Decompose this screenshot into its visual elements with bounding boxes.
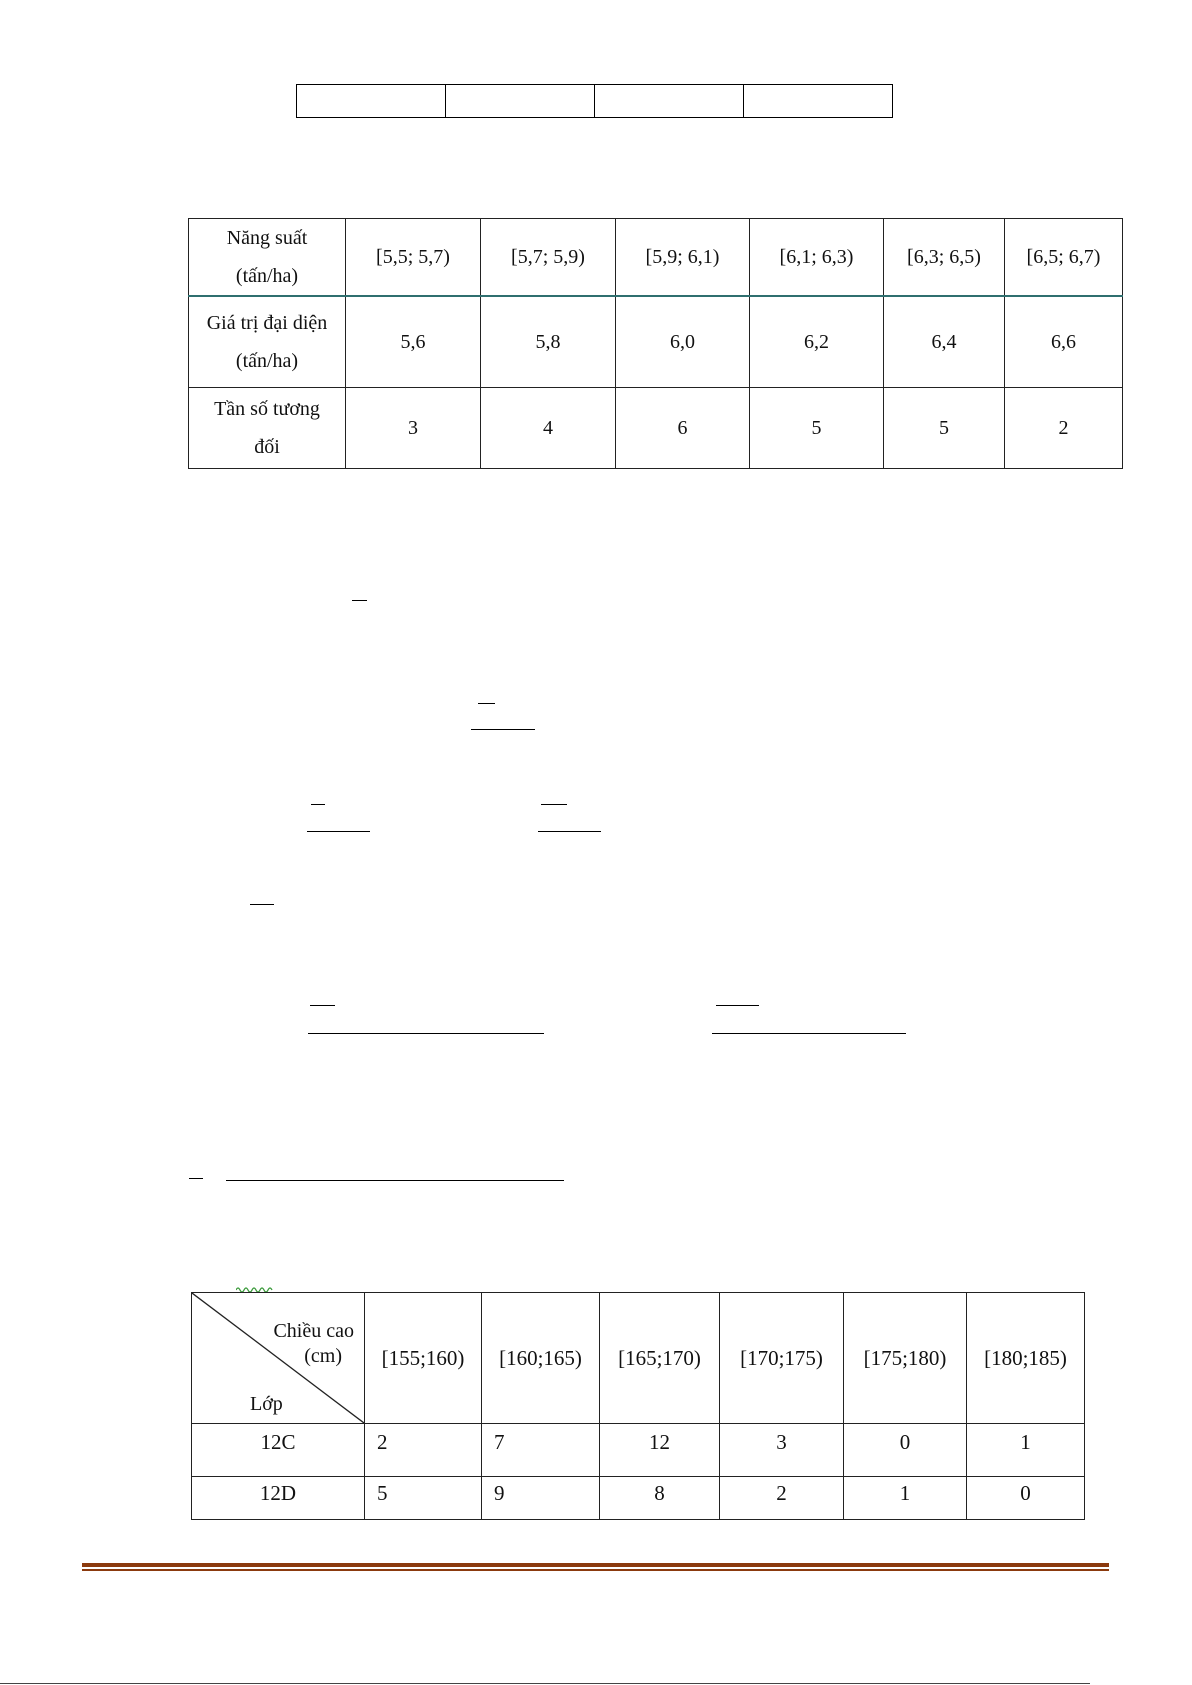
representative-cell: 6,0 (616, 296, 750, 388)
representative-cell: 6,4 (884, 296, 1005, 388)
frequency-cell: 6 (616, 388, 750, 469)
frequency-cell: 2 (1005, 388, 1123, 469)
overline-mark (189, 1178, 203, 1179)
yield-header-line1: Năng suất (226, 227, 308, 249)
table-row (192, 1424, 1085, 1477)
overline-mark (541, 804, 567, 805)
empty-cell (297, 85, 446, 118)
yield-table (188, 218, 1123, 469)
count-cell: 0 (967, 1477, 1085, 1520)
fraction-bar (226, 1180, 564, 1181)
page-bottom-edge (0, 1683, 1090, 1684)
interval-cell: [160;165) (482, 1293, 600, 1424)
corner-header (192, 1293, 365, 1424)
height-table (191, 1292, 1085, 1520)
table-row (189, 219, 1123, 297)
row-header-representative (189, 296, 346, 388)
count-cell: 7 (482, 1424, 600, 1477)
fraction-bar (538, 831, 601, 832)
class-label-12c: 12C (192, 1424, 365, 1477)
count-cell: 9 (482, 1477, 600, 1520)
count-cell: 12 (600, 1424, 720, 1477)
overline-mark (352, 600, 367, 601)
row-header-frequency (189, 388, 346, 469)
interval-cell: [155;160) (365, 1293, 482, 1424)
count-cell: 3 (720, 1424, 844, 1477)
count-cell: 2 (720, 1477, 844, 1520)
table-row (192, 1477, 1085, 1520)
empty-cell (446, 85, 595, 118)
representative-cell: 6,2 (750, 296, 884, 388)
interval-cell: [170;175) (720, 1293, 844, 1424)
fraction-bar (471, 729, 535, 730)
frequency-cell: 5 (884, 388, 1005, 469)
table-row (297, 85, 893, 118)
representative-cell: 5,8 (481, 296, 616, 388)
interval-cell: [6,5; 6,7) (1005, 219, 1123, 297)
row-header-yield (189, 219, 346, 297)
footer-rule-thin (82, 1569, 1109, 1571)
fraction-bar (308, 1033, 544, 1034)
rep-header-line1: Giá trị đại diện (206, 312, 328, 334)
interval-cell: [165;170) (600, 1293, 720, 1424)
overline-mark (250, 904, 274, 905)
empty-table (296, 84, 893, 118)
interval-cell: [5,5; 5,7) (346, 219, 481, 297)
fraction-bar (712, 1033, 906, 1034)
interval-cell: [5,7; 5,9) (481, 219, 616, 297)
corner-top-line2: (cm) (304, 1345, 342, 1367)
representative-cell: 5,6 (346, 296, 481, 388)
corner-bottom-label: Lớp (250, 1393, 283, 1415)
rep-header-line2: (tấn/ha) (235, 350, 299, 372)
table-row (189, 296, 1123, 388)
corner-top-line1: Chiều cao (273, 1320, 354, 1342)
count-cell: 5 (365, 1477, 482, 1520)
freq-header-line1: Tần số tương (214, 398, 320, 420)
interval-cell: [6,3; 6,5) (884, 219, 1005, 297)
interval-cell: [175;180) (844, 1293, 967, 1424)
overline-mark (716, 1005, 759, 1006)
count-cell: 2 (365, 1424, 482, 1477)
count-cell: 1 (844, 1477, 967, 1520)
overline-mark (311, 804, 325, 805)
freq-header-line2: đối (254, 436, 280, 458)
interval-cell: [6,1; 6,3) (750, 219, 884, 297)
table-row (189, 388, 1123, 469)
overline-mark (478, 703, 495, 704)
interval-cell: [180;185) (967, 1293, 1085, 1424)
yield-header-line2: (tấn/ha) (235, 265, 299, 287)
count-cell: 8 (600, 1477, 720, 1520)
fraction-bar (307, 831, 370, 832)
table-row (192, 1293, 1085, 1424)
count-cell: 0 (844, 1424, 967, 1477)
footer-rule-thick (82, 1563, 1109, 1567)
overline-mark (310, 1005, 335, 1006)
frequency-cell: 5 (750, 388, 884, 469)
count-cell: 1 (967, 1424, 1085, 1477)
frequency-cell: 3 (346, 388, 481, 469)
representative-cell: 6,6 (1005, 296, 1123, 388)
empty-cell (744, 85, 893, 118)
class-label-12d: 12D (192, 1477, 365, 1520)
empty-cell (595, 85, 744, 118)
interval-cell: [5,9; 6,1) (616, 219, 750, 297)
frequency-cell: 4 (481, 388, 616, 469)
